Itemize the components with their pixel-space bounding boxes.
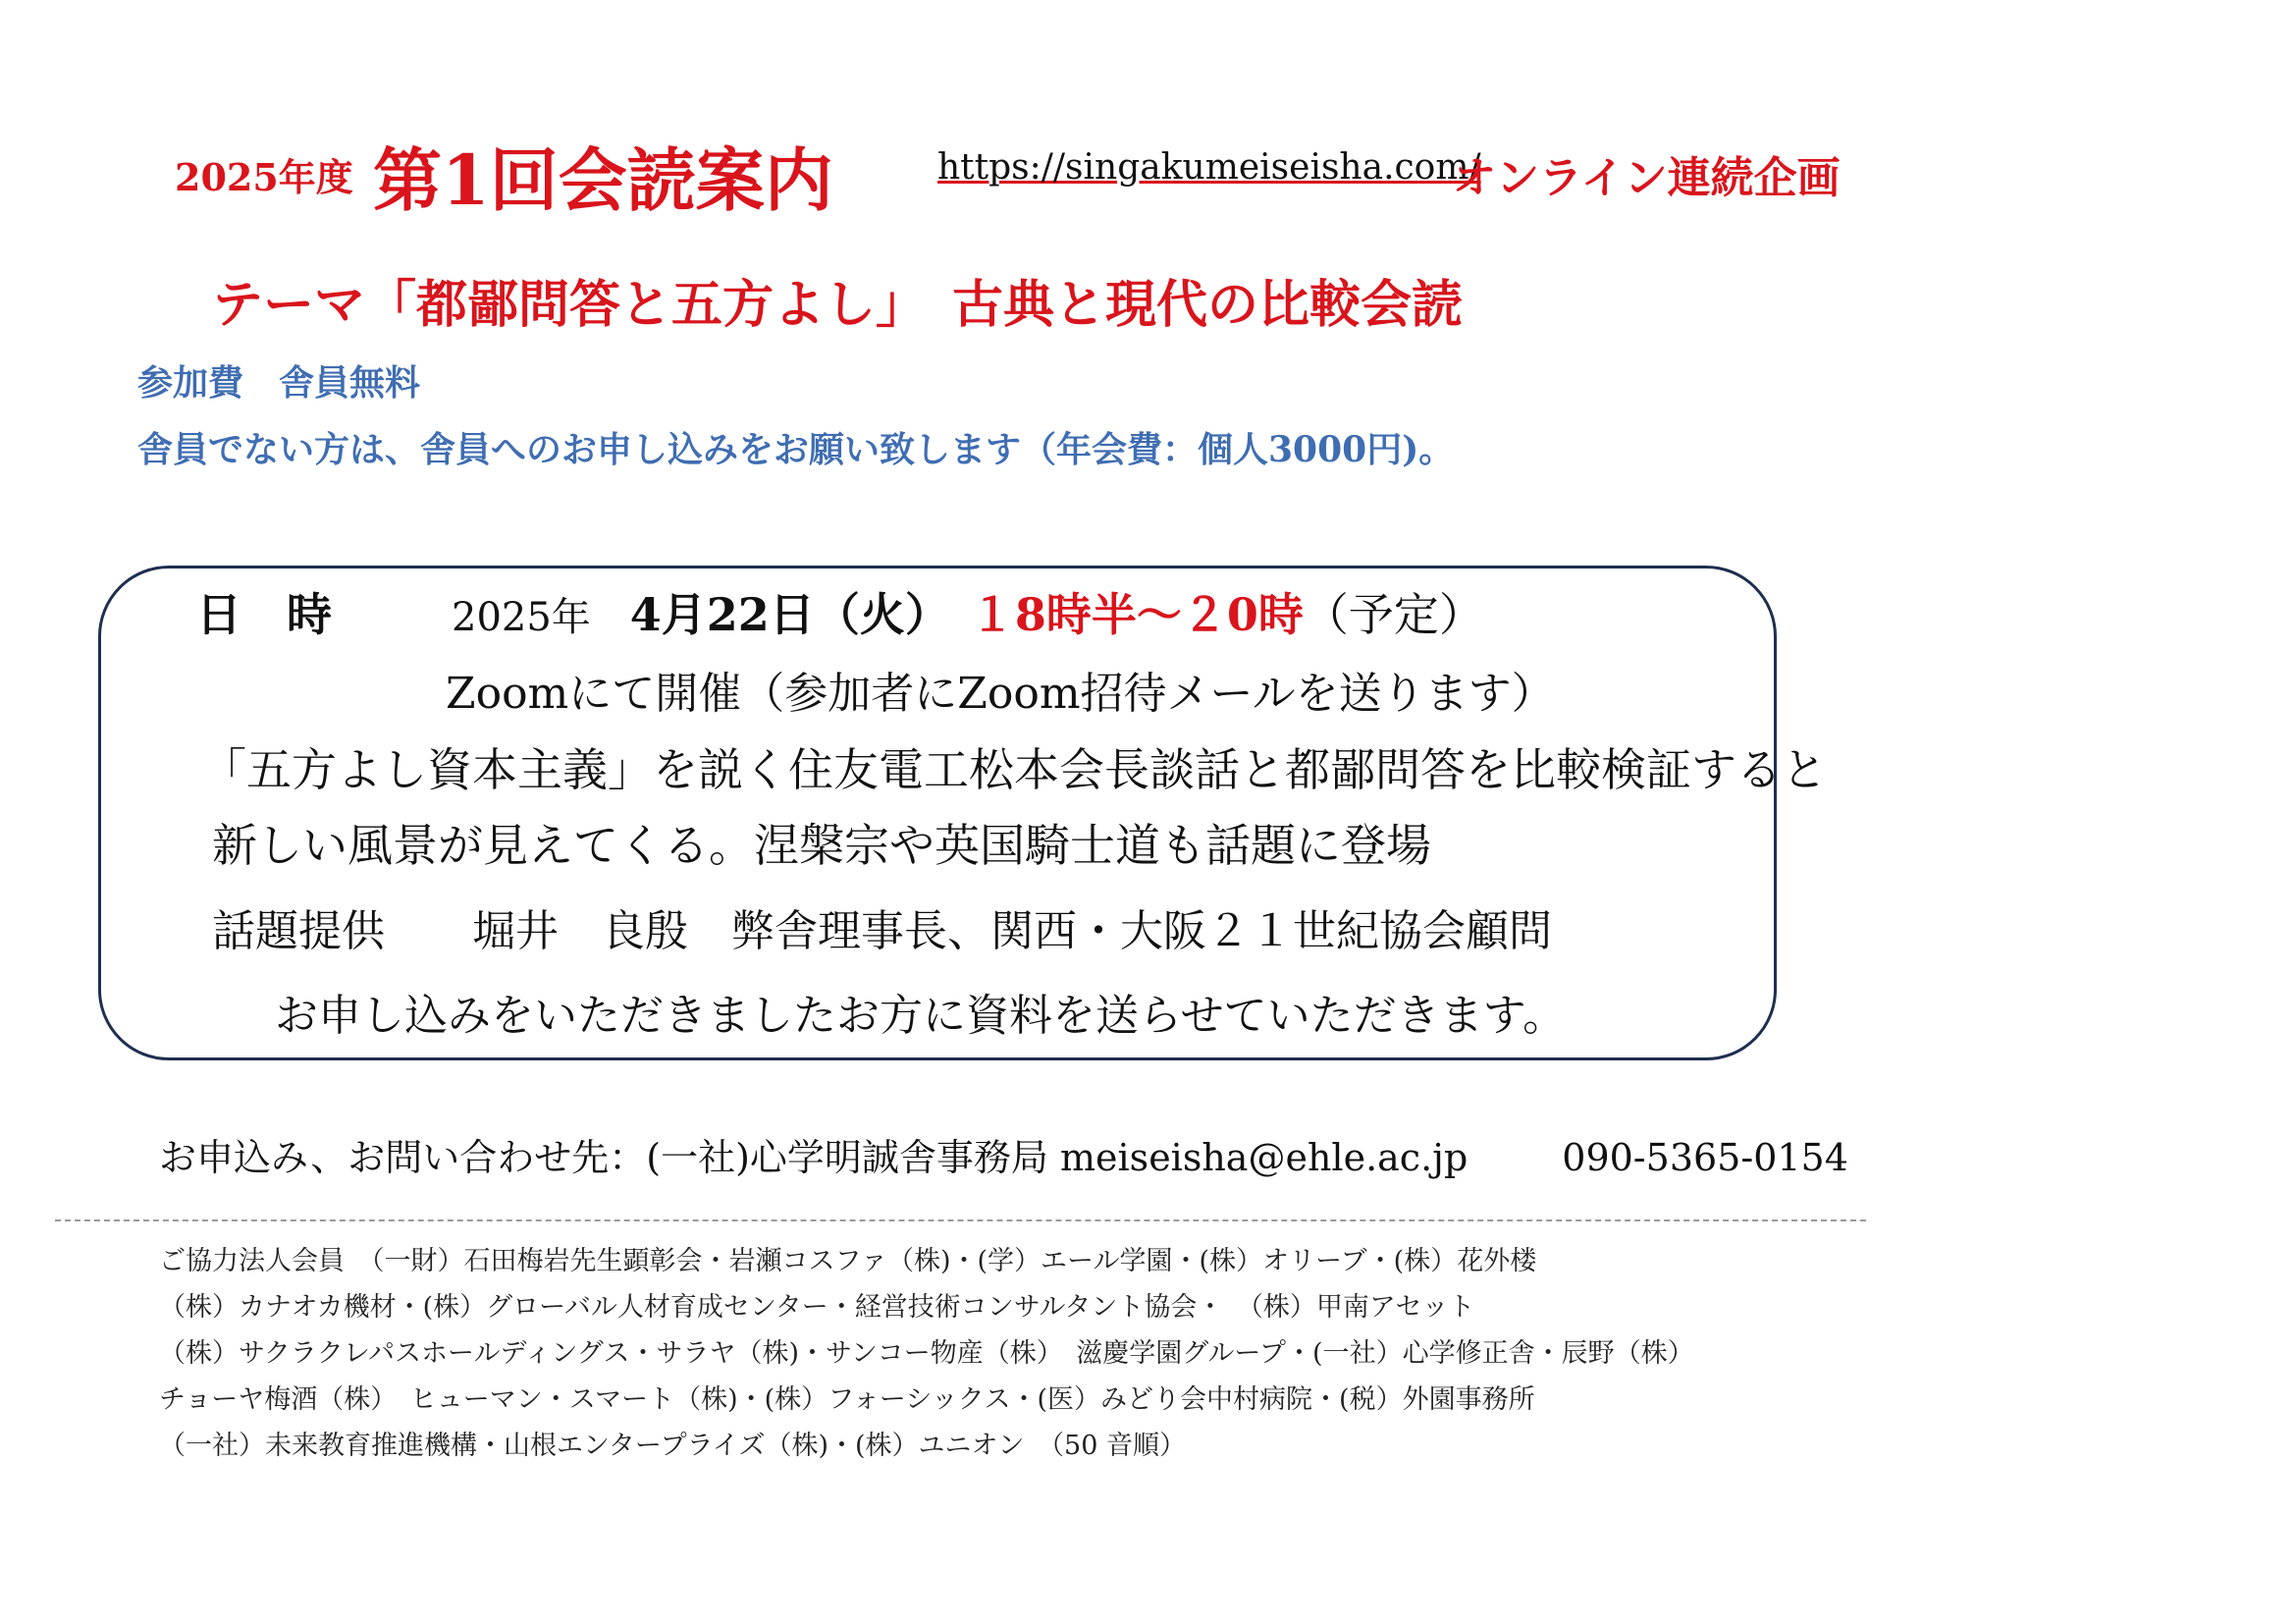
- datetime-label: 日 時: [196, 588, 332, 641]
- theme-heading: テーマ「都鄙問答と五方よし」 古典と現代の比較会読: [212, 275, 1464, 335]
- non-member-note: 舎員でない方は、舎員へのお申し込みをお願い致します（年会費：個人3000円)。: [137, 429, 1455, 470]
- event-description-line-1: 「五方よし資本主義」を説く住友電工松本会長談話と都鄙問答を比較検証すると: [201, 743, 1827, 796]
- dashed-divider: [55, 1219, 1866, 1221]
- event-date: 4月22日（火）: [629, 588, 950, 641]
- event-datetime: [196, 579, 1484, 644]
- page-title: 第1回会読案内: [373, 139, 833, 221]
- event-tentative: （予定）: [1303, 588, 1484, 641]
- sponsor-line: （株）カナオカ機材・(株）グローバル人材育成センター・経営技術コンサルタント協会・ （株）甲南アセット: [159, 1292, 1475, 1323]
- sponsor-line: （一社）未来教育推進機構・山根エンタープライズ（株)・(株）ユニオン （50 音順）: [159, 1431, 1186, 1461]
- participation-fee: 参加費 舎員無料: [137, 362, 421, 404]
- event-description-line-2: 新しい風景が見えてくる。涅槃宗や英国騎士道も話題に登場: [212, 819, 1431, 872]
- speaker-name: 堀井 良殷 弊舎理事長、関西・大阪２１世紀協会顧問: [472, 906, 1552, 956]
- sponsor-line: （株）サクラクレパスホールディングス・サラヤ（株)・サンコー物産（株） 滋慶学園グループ・(一社）心学修正舎・辰野（株）: [159, 1338, 1694, 1369]
- event-time: １8時半～２0時: [969, 588, 1304, 641]
- zoom-info: Zoomにて開催（参加者にZoom招待メールを送ります）: [446, 669, 1555, 719]
- contact-info: [159, 1127, 1848, 1181]
- fiscal-year-label: 2025年度: [175, 155, 353, 199]
- sponsor-line: チョーヤ梅酒（株） ヒューマン・スマート（株)・(株）フォーシックス・(医）みどり会中村病院・(税）外園事務所: [159, 1384, 1535, 1415]
- speaker-label: 話題提供: [212, 906, 385, 956]
- speaker-info: [212, 895, 1552, 958]
- contact-text: お申込み、お問い合わせ先：(一社)心学明誠舎事務局 meiseisha@ehle.ac.jp: [159, 1136, 1468, 1179]
- sponsor-line: ご協力法人会員 （一財）石田梅岩先生顕彰会・岩瀬コスファ（株)・(学）エール学園・(株）オリーブ・(株）花外楼: [159, 1246, 1537, 1276]
- event-year: 2025年: [452, 595, 591, 640]
- contact-phone: 090-5365-0154: [1562, 1136, 1848, 1179]
- series-label: オンライン連続企画: [1453, 153, 1841, 203]
- materials-note: お申し込みをいただきましたお方に資料を送らせていただきます。: [275, 991, 1567, 1041]
- website-link[interactable]: https://singakumeiseisha.com/: [937, 147, 1481, 188]
